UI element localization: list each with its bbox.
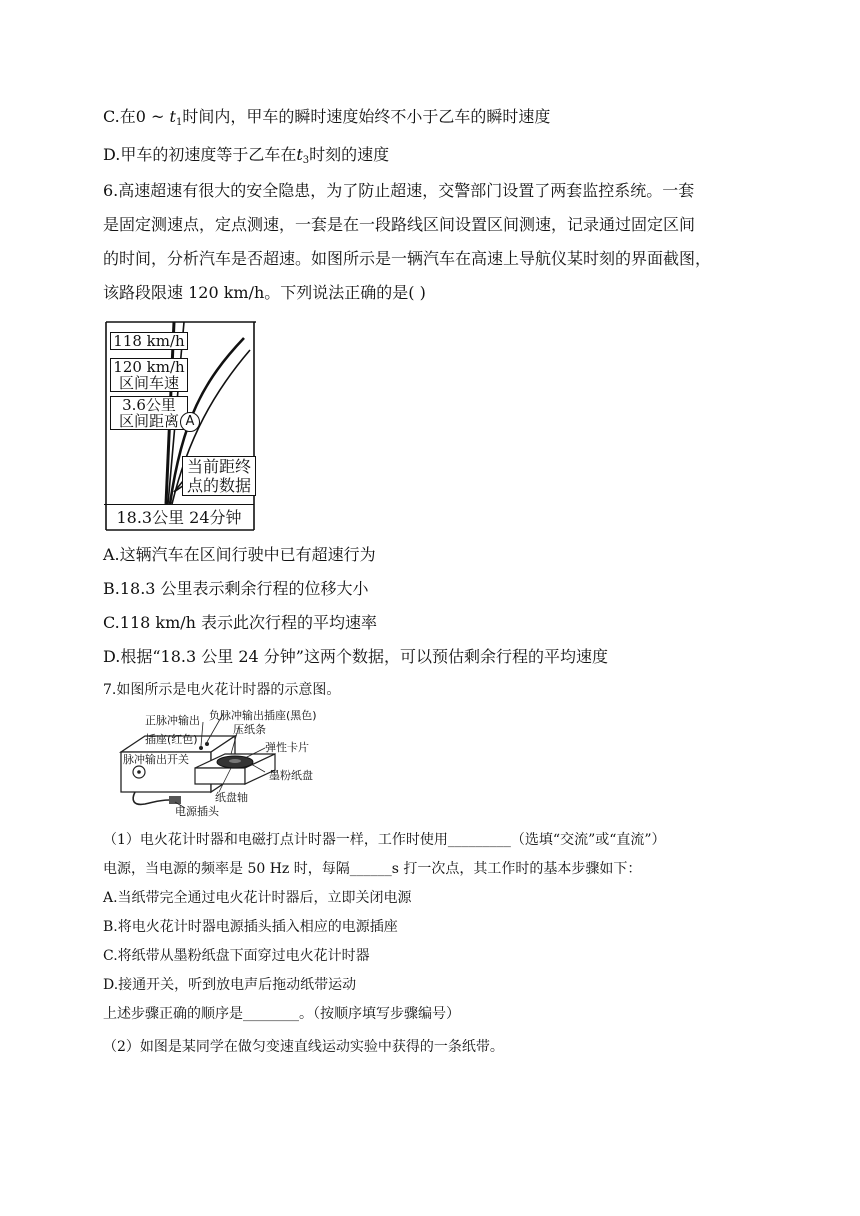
q7-part2-line: （2）如图是某同学在做匀变速直线运动实验中获得的一条纸带。	[103, 1039, 504, 1055]
interval-speed-value: 120 km/h	[113, 358, 185, 376]
q6-stem-line-1: 6.高速超速有很大的安全隐患，为了防止超速，交警部门设置了两套监控系统。一套	[103, 181, 695, 200]
spark-timer-figure	[115, 708, 345, 820]
interval-speed-caption: 区间车速	[118, 374, 179, 392]
q7-step-b: B.将电火花计时器电源插头插入相应的电源插座	[103, 919, 398, 935]
label-disc-axis: 纸盘轴	[215, 791, 248, 804]
label-positive-output-1: 正脉冲输出	[145, 714, 200, 727]
q6-stem-line-2: 是固定测速点，定点测速，一套是在一段路线区间设置区间测速，记录通过固定区间	[103, 215, 696, 234]
q7-step-d: D.接通开关，听到放电声后拖动纸带运动	[103, 977, 357, 993]
q5-option-d: D.甲车的初速度等于乙车在$t_3$时刻的速度	[103, 145, 390, 166]
label-negative-output: 负脉冲输出插座(黑色)	[209, 709, 317, 722]
label-spring-card: 弹性卡片	[265, 741, 309, 754]
q6-option-c: C.118 km/h 表示此次行程的平均速率	[103, 613, 378, 632]
interval-distance-caption: 区间距离	[118, 412, 179, 430]
q6-stem-line-3: 的时间，分析汽车是否超速。如图所示是一辆汽车在高速上导航仪某时刻的界面截图，	[103, 249, 712, 268]
navigation-screenshot-figure	[104, 320, 260, 532]
q7-step-c: C.将纸带从墨粉纸盘下面穿过电火花计时器	[103, 948, 370, 964]
q7-order-question: 上述步骤正确的顺序是________。（按顺序填写步骤编号）	[103, 1006, 460, 1022]
q5-option-c: C.在0 ~ $t_1$时间内，甲车的瞬时速度始终不小于乙车的瞬时速度	[103, 107, 551, 128]
q6-option-b: B.18.3 公里表示剩余行程的位移大小	[103, 579, 369, 598]
position-marker-a: A	[180, 412, 200, 432]
interval-distance-box	[110, 396, 188, 430]
label-pulse-switch: 脉冲输出开关	[123, 753, 189, 766]
q6-stem-line-4: 该路段限速 120 km/h。下列说法正确的是( )	[103, 283, 426, 302]
q7-part1-line-2: 电源，当电源的频率是 50 Hz 时，每隔______s 打一次点，其工作时的基本步骤如下：	[103, 861, 642, 877]
q7-stem: 7.如图所示是电火花计时器的示意图。	[103, 682, 341, 698]
label-press-strip: 压纸条	[233, 723, 266, 736]
q6-option-d: D.根据“18.3 公里 24 分钟”这两个数据，可以预估剩余行程的平均速度	[103, 647, 608, 666]
q7-step-a: A.当纸带完全通过电火花计时器后，立即关闭电源	[103, 890, 412, 906]
label-ink-disc: 墨粉纸盘	[269, 769, 313, 782]
current-speed-label: 118 km/h	[110, 332, 188, 350]
label-power-plug: 电源插头	[175, 805, 219, 818]
interval-distance-value: 3.6公里	[122, 396, 176, 414]
q7-part1-line-1: （1）电火花计时器和电磁打点计时器一样，工作时使用_________（选填“交流”或“直流”）	[103, 832, 666, 848]
q6-option-a: A.这辆汽车在区间行驶中已有超速行为	[103, 545, 376, 564]
remaining-distance-time: 18.3公里 24分钟	[104, 504, 254, 531]
label-positive-output-2: 插座(红色)	[145, 733, 198, 746]
remaining-data-callout: 当前距终 点的数据	[182, 456, 256, 496]
interval-speed-box	[110, 358, 188, 392]
